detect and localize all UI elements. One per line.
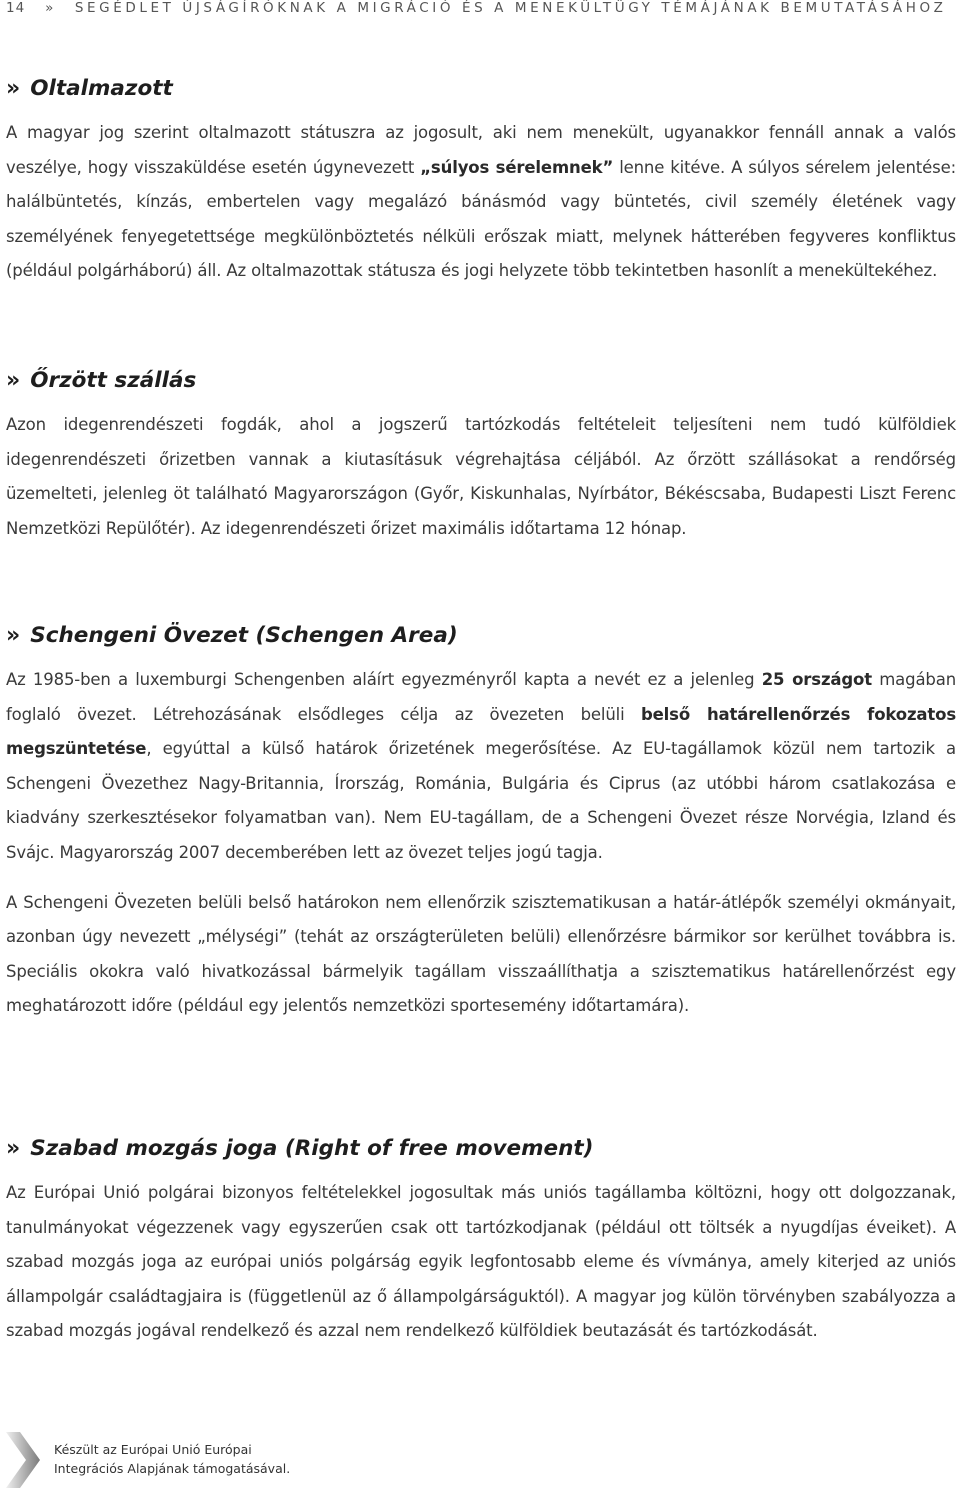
footer-line: Készült az Európai Unió Európai (54, 1442, 252, 1457)
bold-term: 25 országot (761, 670, 872, 689)
heading-text: Oltalmazott (30, 76, 173, 101)
footer-text (54, 1440, 290, 1478)
paragraph (6, 663, 956, 871)
text-run: A magyar jog szerint oltalmazott státuszra az jogosult, aki nem menekült, ugyanakkor fennáll annak a valós veszélye, hogy visszaküldése esetén úgynevezett (6, 123, 956, 177)
section-szabad-mozgas (6, 1136, 956, 1349)
chevron-icon: » (6, 76, 21, 101)
text-run: , egyúttal a külső határok őrizetének megerősítése. Az EU-tagállamok közül nem tartozik a Schengeni Övezethez Nagy-Britannia, Írország, Románia, Bulgária és Ciprus (az utóbbi három csatlakozása e kiadvány szerkesztésekor folyamatban van). Nem EU-tagállam, de a Schengeni Övezet része Norvégia, Izland és Svájc. Magyarország 2007 decemberében lett az övezet teljes jogú tagja. (6, 739, 956, 862)
running-header (6, 0, 956, 22)
header-chevron: » (45, 0, 57, 16)
heading-text: Szabad mozgás joga (Right of free movement) (30, 1136, 594, 1161)
text-run: lenne kitéve. A súlyos sérelem jelentése: halálbüntetés, kínzás, embertelen vagy megalázó bánásmód vagy büntetés, civil személy életének vagy személyének fenyegetettsége megkülönböztetés nélküli erőszak miatt, melynek hátterében fegyveres konfliktus (például polgárháború) áll. Az oltalmazottak státusza és jogi helyzete több tekintetben hasonlít a menekültekéhez. (6, 157, 956, 281)
footer-line: Integrációs Alapjának támogatásával. (54, 1461, 291, 1476)
chevron-icon: » (6, 368, 21, 393)
bold-term: „súlyos sérelemnek” (420, 157, 614, 177)
paragraph: Azon idegenrendészeti fogdák, ahol a jogszerű tartózkodás feltételeit teljesíteni nem tudó külföldiek idegenrendészeti őrizetben vannak a kiutasításuk végrehajtása céljából. Az őrzött szállásokat a rendőrség üzemelteti, jelenleg öt található Magyarországon (Győr, Kiskunhalas, Nyírbátor, Békéscsaba, Budapesti Liszt Ferenc Nemzetközi Repülőtér). Az idegenrendészeti őrizet maximális időtartama 12 hónap. (6, 415, 956, 538)
section-oltalmazott (6, 76, 956, 289)
chevron-icon: » (6, 1136, 21, 1161)
paragraph: A Schengeni Övezeten belüli belső határokon nem ellenőrzik szisztematikusan a határ-átlépők személyi okmányait, azonban úgy nevezett „mélységi” (tehát az országterületen belüli) ellenőrzésre bármikor sor kerülhet továbbra is. Speciális okokra való hivatkozással bármelyik tagállam visszaállíthatja a szisztematikus határellenőrzést egy meghatározott időre (például egy jelentős nemzetközi sportesemény időtartamára). (6, 892, 956, 1016)
section-heading (6, 623, 956, 649)
heading-text: Őrzött szállás (30, 368, 197, 393)
page-number: 14 (6, 0, 26, 16)
text-run: Az 1985-ben a luxemburgi Schengenben aláírt egyezményről kapta a nevét ez a jelenleg (6, 670, 762, 689)
section-heading (6, 76, 956, 102)
heading-text: Schengeni Övezet (Schengen Area) (30, 623, 458, 648)
footer (6, 1432, 406, 1488)
header-title: SEGÉDLET ÚJSÁGÍRÓKNAK A MIGRÁCIÓ ÉS A MENEKÜLTÜGY TÉMÁJÁNAK BEMUTATÁSÁHOZ (74, 0, 947, 16)
bold-term: belső határellenőrzés fokozatos megszüntetése (6, 704, 956, 759)
section-schengen (6, 623, 956, 1024)
chevron-icon: » (6, 623, 21, 648)
section-heading (6, 1136, 956, 1162)
paragraph: Az Európai Unió polgárai bizonyos feltételekkel jogosultak más uniós tagállamba költözni, hogy ott dolgozzanak, tanulmányokat végezzenek vagy egyszerűen csak ott tartózkodjanak (például ott töltsék a nyugdíjas éveiket). A szabad mozgás joga az európai uniós polgárság egyik legfontosabb eleme és vívmánya, amely kiterjed az uniós állampolgár családtagjaira is (függetlenül az ő állampolgárságuktól). A magyar jog külön törvényben szabályozza a szabad mozgás jogával rendelkező és azzal nem rendelkező külföldiek beutazását és tartózkodását. (6, 1183, 956, 1341)
text-run: magában foglaló övezet. Létrehozásának elsődleges célja az övezeten belüli (6, 670, 956, 724)
chevron-logo-icon (6, 1432, 40, 1488)
paragraph (6, 116, 956, 289)
section-orzott-szallas (6, 368, 956, 546)
section-heading (6, 368, 956, 394)
